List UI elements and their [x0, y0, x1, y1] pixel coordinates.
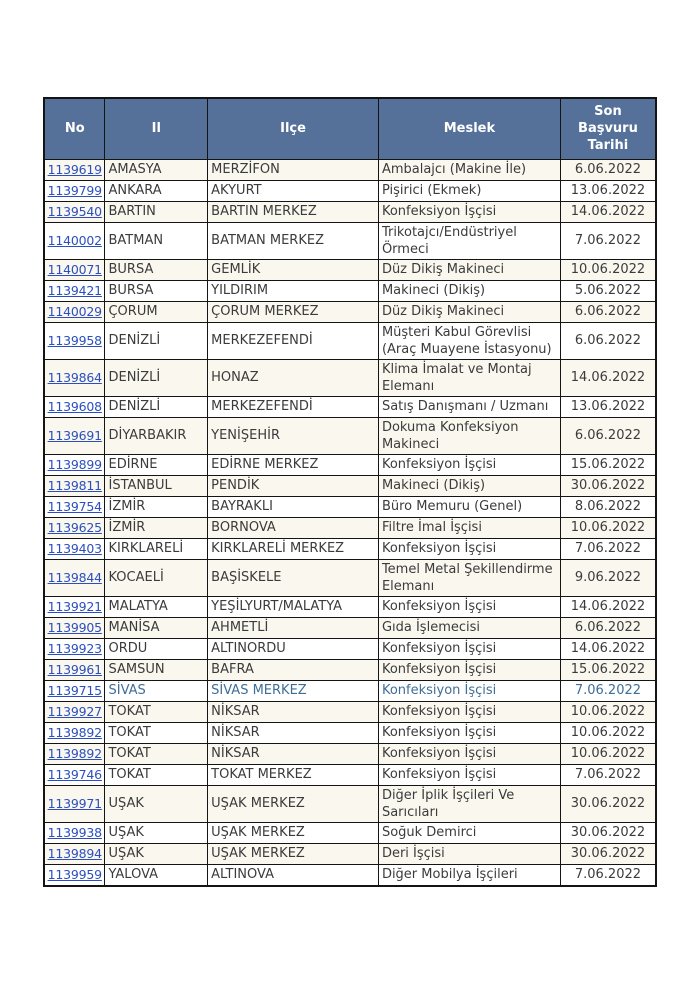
ilce-cell: YEŞİLYURT/MALATYA	[208, 596, 379, 617]
no-cell	[44, 743, 105, 764]
tarih-cell: 30.06.2022	[560, 475, 656, 496]
listing-no-link[interactable]: 1139959	[47, 866, 102, 882]
il-cell: TOKAT	[105, 701, 208, 722]
il-cell: DİYARBAKIR	[105, 417, 208, 454]
listing-no-link[interactable]: 1139864	[47, 369, 102, 385]
il-cell: MANİSA	[105, 617, 208, 638]
no-cell	[44, 822, 105, 843]
ilce-cell: YILDIRIM	[208, 280, 379, 301]
il-cell: SİVAS	[105, 680, 208, 701]
ilce-cell: BAYRAKLI	[208, 496, 379, 517]
listing-no-link[interactable]: 1139938	[47, 824, 102, 840]
listing-row	[44, 638, 656, 659]
listing-row	[44, 322, 656, 359]
il-cell: BURSA	[105, 280, 208, 301]
tarih-cell: 5.06.2022	[560, 280, 656, 301]
meslek-cell: Ambalajcı (Makine İle)	[378, 159, 560, 180]
no-cell	[44, 301, 105, 322]
listing-no-link[interactable]: 1139899	[47, 456, 102, 472]
il-cell: ÇORUM	[105, 301, 208, 322]
ilce-cell: ALTINORDU	[208, 638, 379, 659]
tarih-cell: 30.06.2022	[560, 822, 656, 843]
listing-no-link[interactable]: 1139905	[47, 619, 102, 635]
il-cell: KOCAELİ	[105, 559, 208, 596]
ilce-cell: BAFRA	[208, 659, 379, 680]
ilce-cell: NİKSAR	[208, 743, 379, 764]
col-header-no: No	[44, 98, 105, 159]
no-cell	[44, 259, 105, 280]
ilce-cell: ÇORUM MERKEZ	[208, 301, 379, 322]
ilce-cell: BORNOVA	[208, 517, 379, 538]
il-cell: DENİZLİ	[105, 322, 208, 359]
job-listings-region	[43, 97, 657, 887]
listing-no-link[interactable]: 1139844	[47, 569, 102, 585]
il-cell: UŞAK	[105, 785, 208, 822]
meslek-cell: Konfeksiyon İşçisi	[378, 596, 560, 617]
listing-row	[44, 764, 656, 785]
il-cell: BURSA	[105, 259, 208, 280]
meslek-cell: Diğer İplik İşçileri Ve Sarıcıları	[378, 785, 560, 822]
listing-no-link[interactable]: 1139811	[47, 477, 102, 493]
meslek-cell: Gıda İşlemecisi	[378, 617, 560, 638]
no-cell	[44, 722, 105, 743]
listing-row	[44, 180, 656, 201]
ilce-cell: AKYURT	[208, 180, 379, 201]
listing-row	[44, 222, 656, 259]
ilce-cell: MERZİFON	[208, 159, 379, 180]
listing-no-link[interactable]: 1139799	[47, 182, 102, 198]
ilce-cell: BARTIN MERKEZ	[208, 201, 379, 222]
il-cell: İZMİR	[105, 496, 208, 517]
ilce-cell: NİKSAR	[208, 722, 379, 743]
listing-no-link[interactable]: 1139971	[47, 795, 102, 811]
tarih-cell: 13.06.2022	[560, 396, 656, 417]
tarih-cell: 10.06.2022	[560, 722, 656, 743]
ilce-cell: GEMLİK	[208, 259, 379, 280]
listing-no-link[interactable]: 1139921	[47, 598, 102, 614]
il-cell: AMASYA	[105, 159, 208, 180]
listing-no-link[interactable]: 1139625	[47, 519, 102, 535]
meslek-cell: Müşteri Kabul Görevlisi (Araç Muayene İstasyonu)	[378, 322, 560, 359]
il-cell: DENİZLİ	[105, 359, 208, 396]
ilce-cell: UŞAK MERKEZ	[208, 785, 379, 822]
meslek-cell: Konfeksiyon İşçisi	[378, 659, 560, 680]
meslek-cell: Konfeksiyon İşçisi	[378, 638, 560, 659]
listing-row	[44, 617, 656, 638]
meslek-cell: Deri İşçisi	[378, 843, 560, 864]
meslek-cell: Konfeksiyon İşçisi	[378, 454, 560, 475]
il-cell: KIRKLARELİ	[105, 538, 208, 559]
meslek-cell: Makineci (Dikiş)	[378, 280, 560, 301]
no-cell	[44, 359, 105, 396]
meslek-cell: Trikotajcı/Endüstriyel Örmeci	[378, 222, 560, 259]
no-cell	[44, 280, 105, 301]
listing-row	[44, 454, 656, 475]
col-header-il: Il	[105, 98, 208, 159]
header-row	[44, 98, 656, 159]
no-cell	[44, 517, 105, 538]
listing-row	[44, 722, 656, 743]
tarih-cell: 6.06.2022	[560, 617, 656, 638]
tarih-cell: 13.06.2022	[560, 180, 656, 201]
ilce-cell: TOKAT MERKEZ	[208, 764, 379, 785]
listing-table-body	[44, 159, 656, 886]
no-cell	[44, 596, 105, 617]
no-cell	[44, 638, 105, 659]
ilce-cell: NİKSAR	[208, 701, 379, 722]
ilce-cell: YENİŞEHİR	[208, 417, 379, 454]
meslek-cell: Düz Dikiş Makineci	[378, 301, 560, 322]
tarih-cell: 8.06.2022	[560, 496, 656, 517]
meslek-cell: Konfeksiyon İşçisi	[378, 743, 560, 764]
listing-no-link[interactable]: 1139927	[47, 703, 102, 719]
no-cell	[44, 222, 105, 259]
tarih-cell: 7.06.2022	[560, 680, 656, 701]
il-cell: ANKARA	[105, 180, 208, 201]
no-cell	[44, 764, 105, 785]
ilce-cell: MERKEZEFENDİ	[208, 322, 379, 359]
meslek-cell: Satış Danışmanı / Uzmanı	[378, 396, 560, 417]
il-cell: TOKAT	[105, 743, 208, 764]
listing-row	[44, 843, 656, 864]
ilce-cell: BATMAN MERKEZ	[208, 222, 379, 259]
tarih-cell: 7.06.2022	[560, 538, 656, 559]
no-cell	[44, 538, 105, 559]
il-cell: UŞAK	[105, 822, 208, 843]
no-cell	[44, 659, 105, 680]
tarih-cell: 30.06.2022	[560, 785, 656, 822]
meslek-cell: Konfeksiyon İşçisi	[378, 201, 560, 222]
listing-no-link[interactable]: 1139958	[47, 332, 102, 348]
table-header	[44, 98, 656, 159]
il-cell: İSTANBUL	[105, 475, 208, 496]
il-cell: ORDU	[105, 638, 208, 659]
listing-row	[44, 680, 656, 701]
no-cell	[44, 322, 105, 359]
il-cell: EDİRNE	[105, 454, 208, 475]
tarih-cell: 14.06.2022	[560, 638, 656, 659]
meslek-cell: Düz Dikiş Makineci	[378, 259, 560, 280]
meslek-cell: Makineci (Dikiş)	[378, 475, 560, 496]
listing-no-link[interactable]: 1139892	[47, 724, 102, 740]
tarih-cell: 14.06.2022	[560, 359, 656, 396]
il-cell: YALOVA	[105, 864, 208, 886]
listing-row	[44, 743, 656, 764]
ilce-cell: UŞAK MERKEZ	[208, 822, 379, 843]
listing-row	[44, 159, 656, 180]
listing-row	[44, 538, 656, 559]
job-listings-table	[43, 97, 657, 887]
ilce-cell: BAŞİSKELE	[208, 559, 379, 596]
listing-row	[44, 475, 656, 496]
meslek-cell: Soğuk Demirci	[378, 822, 560, 843]
meslek-cell: Pişirici (Ekmek)	[378, 180, 560, 201]
meslek-cell: Büro Memuru (Genel)	[378, 496, 560, 517]
ilce-cell: SİVAS MERKEZ	[208, 680, 379, 701]
listing-no-link[interactable]: 1139894	[47, 845, 102, 861]
listing-row	[44, 280, 656, 301]
meslek-cell: Temel Metal Şekillendirme Elemanı	[378, 559, 560, 596]
ilce-cell: ALTINOVA	[208, 864, 379, 886]
listing-row	[44, 496, 656, 517]
tarih-cell: 9.06.2022	[560, 559, 656, 596]
tarih-cell: 10.06.2022	[560, 743, 656, 764]
ilce-cell: AHMETLİ	[208, 617, 379, 638]
ilce-cell: MERKEZEFENDİ	[208, 396, 379, 417]
ilce-cell: KIRKLARELİ MERKEZ	[208, 538, 379, 559]
no-cell	[44, 680, 105, 701]
tarih-cell: 15.06.2022	[560, 454, 656, 475]
listing-no-link[interactable]: 1140002	[47, 232, 102, 248]
no-cell	[44, 559, 105, 596]
no-cell	[44, 496, 105, 517]
meslek-cell: Filtre İmal İşçisi	[378, 517, 560, 538]
no-cell	[44, 159, 105, 180]
no-cell	[44, 180, 105, 201]
ilce-cell: HONAZ	[208, 359, 379, 396]
no-cell	[44, 417, 105, 454]
listing-row	[44, 864, 656, 886]
no-cell	[44, 617, 105, 638]
listing-row	[44, 396, 656, 417]
il-cell: UŞAK	[105, 843, 208, 864]
tarih-cell: 6.06.2022	[560, 159, 656, 180]
meslek-cell: Klima İmalat ve Montaj Elemanı	[378, 359, 560, 396]
il-cell: BATMAN	[105, 222, 208, 259]
tarih-cell: 7.06.2022	[560, 764, 656, 785]
listing-no-link[interactable]: 1139961	[47, 661, 102, 677]
listing-row	[44, 517, 656, 538]
tarih-cell: 6.06.2022	[560, 417, 656, 454]
tarih-cell: 7.06.2022	[560, 222, 656, 259]
tarih-cell: 15.06.2022	[560, 659, 656, 680]
il-cell: TOKAT	[105, 764, 208, 785]
listing-no-link[interactable]: 1139923	[47, 640, 102, 656]
listing-no-link[interactable]: 1139421	[47, 282, 102, 298]
il-cell: İZMİR	[105, 517, 208, 538]
il-cell: SAMSUN	[105, 659, 208, 680]
no-cell	[44, 785, 105, 822]
tarih-cell: 6.06.2022	[560, 301, 656, 322]
tarih-cell: 14.06.2022	[560, 201, 656, 222]
tarih-cell: 10.06.2022	[560, 517, 656, 538]
ilce-cell: EDİRNE MERKEZ	[208, 454, 379, 475]
no-cell	[44, 843, 105, 864]
no-cell	[44, 454, 105, 475]
il-cell: DENİZLİ	[105, 396, 208, 417]
ilce-cell: PENDİK	[208, 475, 379, 496]
listing-no-link[interactable]: 1140071	[47, 261, 102, 277]
listing-no-link[interactable]: 1139746	[47, 766, 102, 782]
ilce-cell: UŞAK MERKEZ	[208, 843, 379, 864]
no-cell	[44, 201, 105, 222]
listing-no-link[interactable]: 1139691	[47, 427, 102, 443]
listing-row	[44, 596, 656, 617]
listing-row	[44, 201, 656, 222]
meslek-cell: Konfeksiyon İşçisi	[378, 680, 560, 701]
meslek-cell: Diğer Mobilya İşçileri	[378, 864, 560, 886]
listing-no-link[interactable]: 1139540	[47, 203, 102, 219]
no-cell	[44, 701, 105, 722]
listing-no-link[interactable]: 1139754	[47, 498, 102, 514]
il-cell: TOKAT	[105, 722, 208, 743]
listing-row	[44, 417, 656, 454]
tarih-cell: 10.06.2022	[560, 701, 656, 722]
listing-row	[44, 359, 656, 396]
il-cell: BARTIN	[105, 201, 208, 222]
listing-row	[44, 785, 656, 822]
meslek-cell: Konfeksiyon İşçisi	[378, 764, 560, 785]
listing-row	[44, 822, 656, 843]
listing-no-link[interactable]: 1139892	[47, 745, 102, 761]
listing-no-link[interactable]: 1139619	[47, 161, 102, 177]
meslek-cell: Dokuma Konfeksiyon Makineci	[378, 417, 560, 454]
tarih-cell: 14.06.2022	[560, 596, 656, 617]
no-cell	[44, 475, 105, 496]
listing-row	[44, 701, 656, 722]
tarih-cell: 10.06.2022	[560, 259, 656, 280]
meslek-cell: Konfeksiyon İşçisi	[378, 538, 560, 559]
listing-row	[44, 659, 656, 680]
meslek-cell: Konfeksiyon İşçisi	[378, 701, 560, 722]
il-cell: MALATYA	[105, 596, 208, 617]
tarih-cell: 7.06.2022	[560, 864, 656, 886]
listing-no-link[interactable]: 1139608	[47, 398, 102, 414]
listing-no-link[interactable]: 1140029	[47, 303, 102, 319]
listing-no-link[interactable]: 1139715	[47, 682, 102, 698]
listing-row	[44, 259, 656, 280]
no-cell	[44, 396, 105, 417]
tarih-cell: 6.06.2022	[560, 322, 656, 359]
col-header-tarih: Son Başvuru Tarihi	[560, 98, 656, 159]
col-header-ilce: Ilçe	[208, 98, 379, 159]
meslek-cell: Konfeksiyon İşçisi	[378, 722, 560, 743]
col-header-meslek: Meslek	[378, 98, 560, 159]
listing-row	[44, 559, 656, 596]
tarih-cell: 30.06.2022	[560, 843, 656, 864]
listing-no-link[interactable]: 1139403	[47, 540, 102, 556]
no-cell	[44, 864, 105, 886]
listing-row	[44, 301, 656, 322]
